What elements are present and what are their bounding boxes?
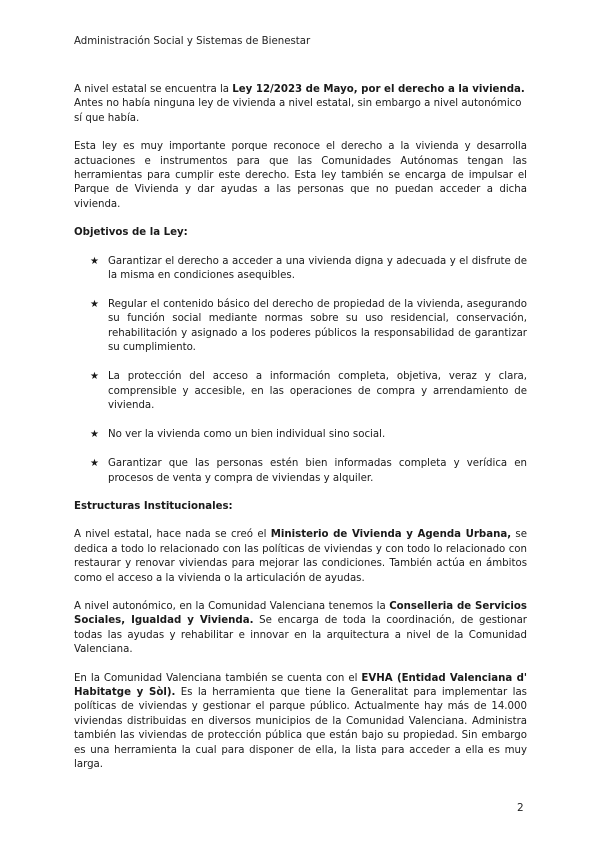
list-item (74, 298, 527, 356)
page-number: 2 (517, 802, 524, 814)
star-bullet-icon: ★ (90, 255, 99, 267)
law-name: Ley 12/2023 de Mayo, por el derecho a la vivienda. (232, 84, 525, 95)
list-item-text: Garantizar el derecho a acceder a una vivienda digna y adecuada y el disfrute de la misma en condiciones asequibles. (108, 255, 527, 282)
list-item (74, 255, 527, 284)
intro-paragraph-2: Esta ley es muy importante porque reconoce el derecho a la vivienda y desarrolla actuaciones e instrumentos para que las Comunidades Autónomas tengan las herramientas para cumplir este derecho. Esta ley también se encarga de impulsar el Parque de Vivienda y dar ayudas a las personas que no puedan acceder a dicha vivienda. (74, 141, 527, 210)
objetivos-heading: Objetivos de la Ley: (74, 227, 188, 239)
list-item-text: La protección del acceso a información completa, objetiva, veraz y clara, comprensible y accesible, en las operaciones de compra y arrendamiento de vivienda. (108, 371, 527, 412)
estructuras-paragraph-1 (74, 528, 527, 586)
intro-paragraph-1 (74, 83, 527, 126)
ministerio-name: Ministerio de Vivienda y Agenda Urbana, (270, 529, 512, 541)
estructuras-text-b: se dedica a todo lo relacionado con las políticas de viviendas y con todo lo relacionado con restaurar y renovar viviendas para mejorar las condiciones. También actúa en ámbitos como el acceso a la vivienda o la articulación de ayudas. (74, 529, 527, 584)
page-body (74, 83, 527, 772)
list-item (74, 457, 527, 486)
running-header: Administración Social y Sistemas de Bienestar (74, 36, 311, 47)
star-bullet-icon: ★ (90, 458, 99, 470)
estructuras-text-a: En la Comunidad Valenciana también se cuenta con el (74, 672, 362, 684)
estructuras-paragraph-2 (74, 600, 527, 658)
star-bullet-icon: ★ (90, 299, 99, 311)
conselleria-name: Conselleria de Servicios Sociales, Igualdad y Vivienda. (74, 600, 527, 627)
evha-name: EVHA (Entidad Valenciana d' Habitatge y Sòl). (74, 672, 527, 698)
estructuras-paragraph-3 (74, 672, 527, 773)
list-item-text: No ver la vivienda como un bien individual sino social. (108, 429, 386, 441)
star-bullet-icon: ★ (90, 429, 99, 441)
estructuras-text-b: Es la herramienta que tiene la Generalitat para implementar las políticas de viviendas y gestionar el parque público. Actualmente hay más de 14.000 viviendas distribuidas en diversos municipios de la Comunidad Valenciana. Administra también las viviendas de protección pública que están bajo su propiedad. Sin embargo es una herramienta la cual para disponer de ella, la lista para acceder a ella es muy larga. (74, 686, 527, 770)
intro-text-a: A nivel estatal se encuentra la (74, 84, 233, 95)
estructuras-heading: Estructuras Institucionales: (74, 500, 233, 512)
estructuras-text-a: A nivel autonómico, en la Comunidad Valenciana tenemos la (74, 600, 390, 612)
list-item (74, 370, 527, 413)
estructuras-text-b: Se encarga de toda la coordinación, de gestionar todas las ayudas y rehabilitar e innovar en la arquitectura a nivel de la Comunidad Valenciana. (74, 615, 527, 656)
estructuras-text-a: A nivel estatal, hace nada se creó el (74, 529, 271, 541)
list-item-text: Regular el contenido básico del derecho de propiedad de la vivienda, asegurando su función social mediante normas sobre su uso residencial, conservación, rehabilitación y asignado a los poderes públicos la responsabilidad de garantizar su cumplimiento. (108, 299, 527, 354)
list-item-text: Garantizar que las personas estén bien informadas completa y verídica en procesos de venta y compra de viviendas y alquiler. (108, 458, 527, 484)
star-bullet-icon: ★ (90, 371, 99, 383)
objetivos-list (74, 255, 527, 486)
list-item (74, 428, 527, 442)
intro-text-b: Antes no había ninguna ley de vivienda a nivel estatal, sin embargo a nivel autonómico sí que había. (74, 98, 522, 124)
